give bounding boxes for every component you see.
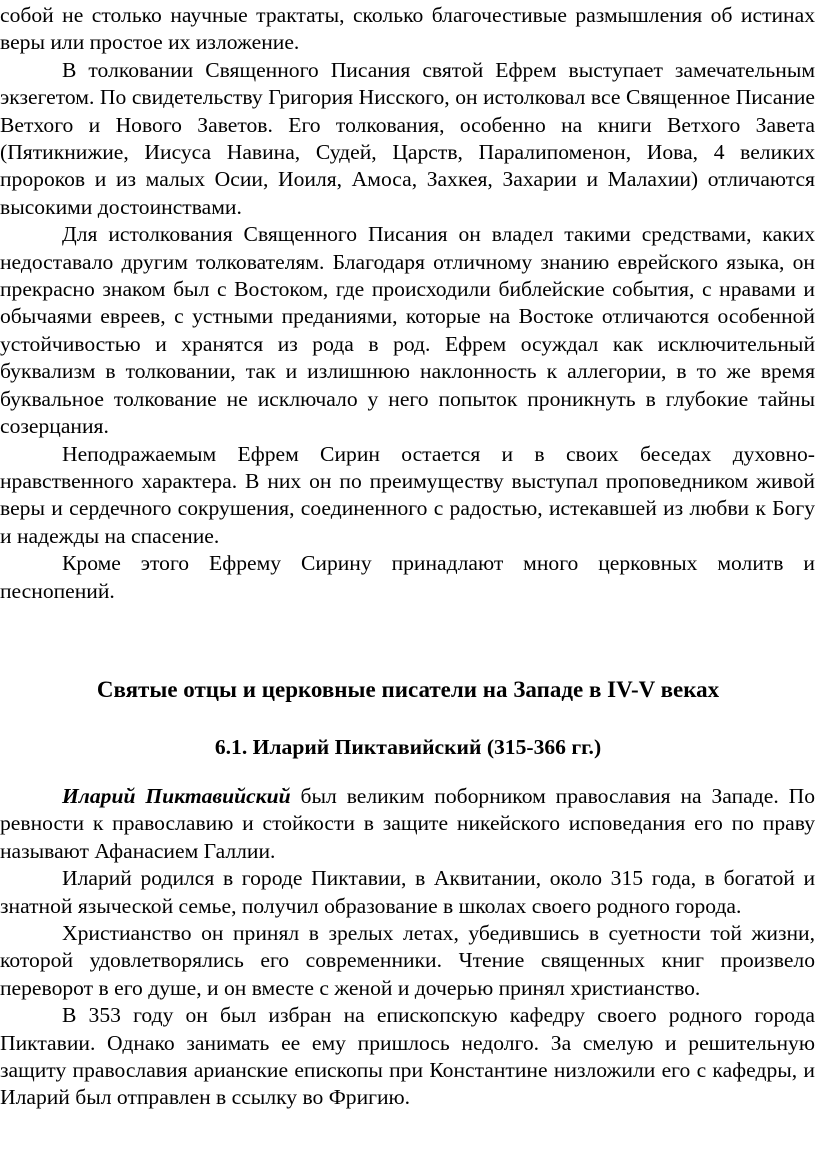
- intro-paragraph-text: был великим поборником православия на Западе. По ревности к православию и стойкости в защите никейского исповедания его по праву называют Афанасием Галлии.: [0, 784, 815, 863]
- intro-paragraph: [0, 783, 815, 865]
- paragraph-block-after: [0, 783, 815, 1112]
- paragraph: Неподражаемым Ефрем Сирин остается и в своих беседах духовно-нравственного характера. В них он по преимуществу выступал проповедником живой веры и сердечного сокрушения, соединенного с радостью, истекавшей из любви к Богу и надежды на спасение.: [0, 441, 815, 548]
- paragraph-block-before: [0, 2, 815, 605]
- paragraph: В 353 году он был избран на епископскую кафедру своего родного города Пиктавии. Однако занимать ее ему пришлось недолго. За смелую и решительную защиту православия арианские епископы при Константине низложили его с кафедры, и Иларий был отправлен в ссылку во Фригию.: [0, 1003, 815, 1110]
- paragraph: Кроме этого Ефрему Сирину принадлают много церковных молитв и песнопений.: [0, 551, 815, 603]
- subsection-title: 6.1. Иларий Пиктавийский (315-366 гг.): [214, 735, 602, 759]
- paragraph: В толковании Священного Писания святой Ефрем выступает замечательным экзегетом. По свидетельству Григория Нисского, он истолковал все Священное Писание Ветхого и Нового Заветов. Его толкования, особенно на книги Ветхого Завета (Пятикнижие, Иисуса Навина, Судей, Царств, Паралипоменон, Иова, 4 великих пророков и из малых Осии, Иоиля, Амоса, Захкея, Захарии и Малахии) отличаются высокими достоинствами.: [0, 57, 815, 219]
- paragraph: собой не столько научные трактаты, сколько благочестивые размышления об истинах веры или простое их изложение.: [0, 3, 815, 55]
- section-title: Святые отцы и церковные писатели на Западе в IV-V веках: [96, 677, 720, 702]
- paragraph: Христианство он принял в зрелых летах, убедившись в суетности той жизни, которой удовлетворялись его современники. Чтение священных книг произвело переворот в его душе, и он вместе с женой и дочерью принял христианство.: [0, 921, 815, 1000]
- person-name-emphasis: Иларий Пиктавийский: [62, 784, 291, 808]
- paragraph: Иларий родился в городе Пиктавии, в Аквитании, около 315 года, в богатой и знатной языческой семье, получил образование в школах своего родного города.: [0, 866, 815, 918]
- paragraph: Для истолкования Священного Писания он владел такими средствами, каких недоставало другим толкователям. Благодаря отличному знанию еврейского языка, он прекрасно знаком был с Востоком, где происходили библейские события, с нравами и обычаями евреев, с устными преданиями, которые на Востоке отличаются особенной устойчивостью и хранятся из рода в род. Ефрем осуждал как исключительный буквализм в толковании, так и излишнюю наклонность к аллегории, в то же время буквальное толкование не исключало у него попыток проникнуть в глубокие тайны созерцания.: [0, 222, 815, 439]
